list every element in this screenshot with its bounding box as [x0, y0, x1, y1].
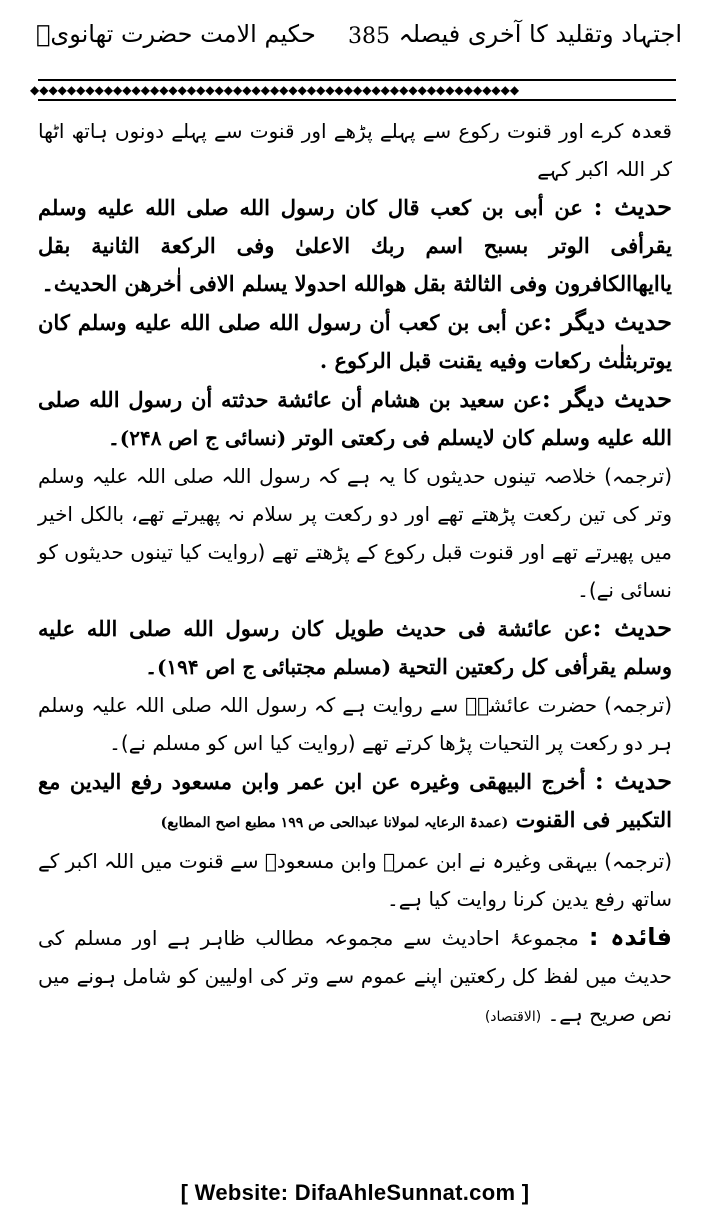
hadith-reference: (نسائی ج اص ۲۴۸)۔ [108, 426, 294, 450]
hadith-reference: (عمدۃ الرعایہ لمولانا عبدالحی ص ۱۹۹ مطبع اصح المطابع) [160, 815, 509, 831]
hadith-1 [38, 188, 672, 303]
hadith-text: عن أبى بن كعب أن رسول الله صلى الله عليه وسلم كان يوتربثلٰث ركعات وفيه يقنت قبل الركوع . [38, 310, 672, 373]
diamond-row: ◆◆◆◆◆◆◆◆◆◆◆◆◆◆◆◆◆◆◆◆◆◆◆◆◆◆◆◆◆◆◆◆◆◆◆◆◆◆◆◆◆◆◆◆◆◆◆◆◆◆◆◆◆ [30, 83, 520, 97]
hadith-label: حديث : [593, 192, 672, 221]
hadith-label: حديث : [594, 766, 672, 795]
hadith-text: عن عائشة فى حديث طويل كان رسول الله صلى الله عليه وسلم يقرأفى كل ركعتين التحية [38, 616, 672, 679]
translation-2: (ترجمہ) حضرت عائشہؓ سے روایت ہے کہ رسول اللہ صلی اللہ علیہ وسلم ہر دو رکعت پر التحیات پڑھا کرتے تھے (روایت کیا اس کو مسلم نے)۔ [38, 693, 672, 755]
hadith-text: عن سعيد بن هشام أن عائشة حدثته أن رسول الله صلى الله عليه وسلم كان لايسلم فى ركعتى الوتر [38, 387, 672, 450]
page-body [38, 112, 672, 1172]
hadith-text: عن أبى بن كعب قال كان رسول الله صلى الله عليه وسلم يقرأفى الوتر بسبح اسم ربك الاعلىٰ وفى الركعة الثانية بقل ياايهاالكافرون وفى الثالثة بقل هوالله احدولا يسلم الافى اٰخرهن الحديث۔ [38, 195, 672, 296]
hadith-4 [38, 609, 672, 686]
border-bottom-line [38, 99, 676, 101]
page-number: 385 [348, 24, 390, 49]
ornamental-border [30, 78, 684, 102]
border-top-line [38, 79, 676, 81]
hadith-label: حديث ديگر : [543, 307, 672, 336]
book-title: اجتہاد وتقلید کا آخری فیصلہ [398, 20, 682, 48]
author-title: حکیم الامت حضرت تھانویؒ [36, 20, 316, 48]
hadith-reference: (مسلم مجتبائی ج اص ۱۹۴)۔ [145, 655, 399, 679]
translation-1: (ترجمہ) خلاصہ تینوں حدیثوں کا یہ ہے کہ رسول اللہ صلی اللہ علیہ وسلم وتر کی تین رکعت پڑھتے تھے اور دو رکعت پر سلام نہ پھیرتے تھے، بالکل اخیر میں پھیرتے تھے اور قنوت قبل رکوع کے پڑھتے تھے (روایت کیا تینوں حدیثوں کو نسائی نے)۔ [38, 464, 672, 602]
website-footer: [ Website: DifaAhleSunnat.com ] [180, 1180, 530, 1205]
hadith-3 [38, 380, 672, 457]
faida-label: فائدہ : [588, 923, 672, 951]
faida-text: مجموعۂ احادیث سے مجموعہ مطالب ظاہر ہے اور مسلم کی حدیث میں لفظ کل رکعتین اپنے عموم سے وتر کی اولیین کو شامل ہونے میں نص صریح ہے۔ [38, 926, 672, 1026]
hadith-2 [38, 303, 672, 380]
hadith-label: حديث : [592, 613, 672, 642]
faida-paragraph [38, 918, 672, 1036]
page-header [0, 0, 710, 80]
translation-3: (ترجمہ) بیہقی وغیرہ نے ابن عمرؓ وابن مسعودؓ سے قنوت میں اللہ اکبر کے ساتھ رفع یدین کرنا روایت کیا ہے۔ [38, 849, 672, 911]
hadith-text: أخرج البيهقى وغيره عن ابن عمر وابن مسعود رفع اليدين مع التكبير فى القنوت [38, 769, 672, 832]
intro-paragraph: قعدہ کرے اور قنوت رکوع سے پہلے پڑھے اور قنوت سے پہلے دونوں ہاتھ اٹھا کر اللہ اکبر کہے [38, 119, 672, 181]
hadith-5 [38, 762, 672, 842]
hadith-label: حديث ديگر : [541, 384, 672, 413]
faida-reference: (الاقتصاد) [484, 1009, 542, 1025]
